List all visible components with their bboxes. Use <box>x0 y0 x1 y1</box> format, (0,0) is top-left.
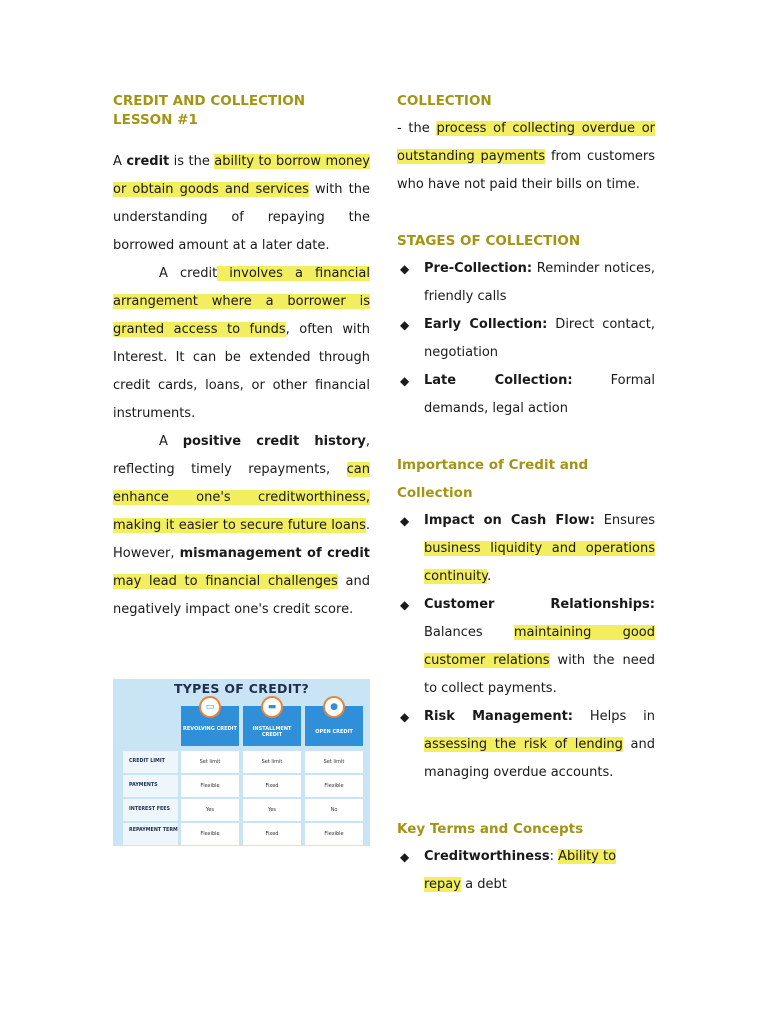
highlighted-text: can enhance one's creditworthiness, making it easier to secure future loans <box>113 462 370 533</box>
key-term: Creditworthiness <box>424 849 550 864</box>
importance-term: Risk Management: <box>424 709 573 724</box>
text-run: from customers who have not paid their bills on time. <box>397 149 655 192</box>
stage-term: Late Collection: <box>424 373 573 388</box>
spacer <box>397 199 655 227</box>
diamond-bullet-icon: ◆ <box>400 262 410 276</box>
text-run: A credit <box>159 266 218 281</box>
highlighted-text: Ability to repay <box>424 849 617 892</box>
text-run: A <box>113 154 127 169</box>
text-run: and negatively impact one's credit score. <box>113 574 370 617</box>
text-run: . However, <box>113 518 370 561</box>
diamond-bullet-icon: ◆ <box>400 710 410 724</box>
collection-heading: COLLECTION <box>397 93 492 109</box>
column-label-open: OPEN CREDIT <box>315 729 353 735</box>
list-item <box>397 311 655 367</box>
importance-term: Impact on Cash Flow: <box>424 513 595 528</box>
text-run: Helps in <box>573 709 655 724</box>
stage-text: Reminder notices, friendly calls <box>424 261 655 304</box>
column-label-installment: INSTALLMENT CREDIT <box>252 726 292 738</box>
list-item <box>397 843 655 899</box>
table-cell: Yes <box>243 799 301 821</box>
infographic-title: TYPES OF CREDIT? <box>173 681 310 696</box>
highlighted-text: maintaining good customer relations <box>424 625 655 668</box>
table-cell: Fixed <box>243 775 301 797</box>
table-cell: Set limit <box>243 751 301 773</box>
text-run: - the <box>397 121 437 136</box>
stage-text: Formal demands, legal action <box>424 373 655 416</box>
text-run: with the need to collect payments. <box>424 653 655 696</box>
highlighted-text: business liquidity and operations continuity <box>424 541 655 584</box>
bold-term: positive credit history <box>182 434 366 449</box>
stage-term: Early Collection: <box>424 317 548 332</box>
right-column <box>397 92 655 899</box>
stages-heading: STAGES OF COLLECTION <box>397 233 581 249</box>
credit-arrangement-paragraph <box>113 260 370 428</box>
spacer <box>397 787 655 815</box>
table-cell: Flexible <box>305 823 363 845</box>
bold-term: mismanagement of credit <box>179 546 370 561</box>
highlighted-text: assessing the risk of lending <box>424 737 623 752</box>
importance-heading: Importance of Credit and Collection <box>397 457 589 501</box>
text-run: , often with Interest. It can be extended through credit cards, loans, or other financial instruments. <box>113 322 370 421</box>
types-of-credit-infographic <box>113 679 370 846</box>
list-item <box>397 507 655 591</box>
list-item <box>397 255 655 311</box>
lesson-title-line2: LESSON #1 <box>113 112 198 128</box>
credit-term: credit <box>126 154 170 169</box>
credit-history-paragraph <box>113 428 370 624</box>
stage-text: Direct contact, negotiation <box>424 317 655 360</box>
stage-term: Pre-Collection: <box>424 261 533 276</box>
list-item <box>397 367 655 423</box>
diamond-bullet-icon: ◆ <box>400 598 410 612</box>
truck-icon: ▬ <box>261 696 283 718</box>
left-column <box>113 92 370 624</box>
table-cell: Flexible <box>181 823 239 845</box>
row-label: REPAYMENT TERM <box>123 823 178 845</box>
table-cell: Flexible <box>181 775 239 797</box>
lightbulb-icon: ● <box>323 696 345 718</box>
text-run: and managing overdue accounts. <box>424 737 656 780</box>
text-run: . <box>487 569 492 584</box>
table-cell: Set limit <box>181 751 239 773</box>
table-cell: No <box>305 799 363 821</box>
diamond-bullet-icon: ◆ <box>400 374 410 388</box>
diamond-bullet-icon: ◆ <box>400 514 410 528</box>
text-run: A <box>159 434 183 449</box>
text-run: a debt <box>460 877 507 892</box>
text-run: Balances <box>424 625 514 640</box>
importance-term: Customer Relationships: <box>424 597 655 612</box>
row-label: PAYMENTS <box>123 775 178 797</box>
row-label: CREDIT LIMIT <box>123 751 178 773</box>
list-item <box>397 703 655 787</box>
diamond-bullet-icon: ◆ <box>400 850 410 864</box>
table-cell: Flexible <box>305 775 363 797</box>
lesson-title <box>113 92 370 130</box>
table-cell: Fixed <box>243 823 301 845</box>
table-cell: Set limit <box>305 751 363 773</box>
text-run: : <box>549 849 559 864</box>
highlighted-text: process of collecting overdue or outstanding payments <box>397 121 655 164</box>
credit-definition-paragraph <box>113 148 370 260</box>
table-cell: Yes <box>181 799 239 821</box>
row-label: INTEREST FEES <box>123 799 178 821</box>
collection-definition <box>397 115 655 199</box>
highlighted-text: may lead to financial challenges <box>113 574 338 589</box>
list-item <box>397 591 655 703</box>
lesson-title-line1: CREDIT AND COLLECTION <box>113 93 306 109</box>
text-run: is the <box>169 154 215 169</box>
highlighted-text: ability to borrow money or obtain goods and services <box>113 154 370 197</box>
diamond-bullet-icon: ◆ <box>400 318 410 332</box>
text-run: with the understanding of repaying the borrowed amount at a later date. <box>113 182 370 253</box>
key-terms-heading: Key Terms and Concepts <box>397 821 584 837</box>
card-icon: ▭ <box>199 696 221 718</box>
text-run: , reflecting timely repayments, <box>113 434 370 477</box>
spacer <box>397 423 655 451</box>
text-run: Ensures <box>594 513 655 528</box>
column-label-revolving: REVOLVING CREDIT <box>183 726 237 732</box>
highlighted-text: involves a financial arrangement where a borrower is granted access to funds <box>113 266 370 337</box>
